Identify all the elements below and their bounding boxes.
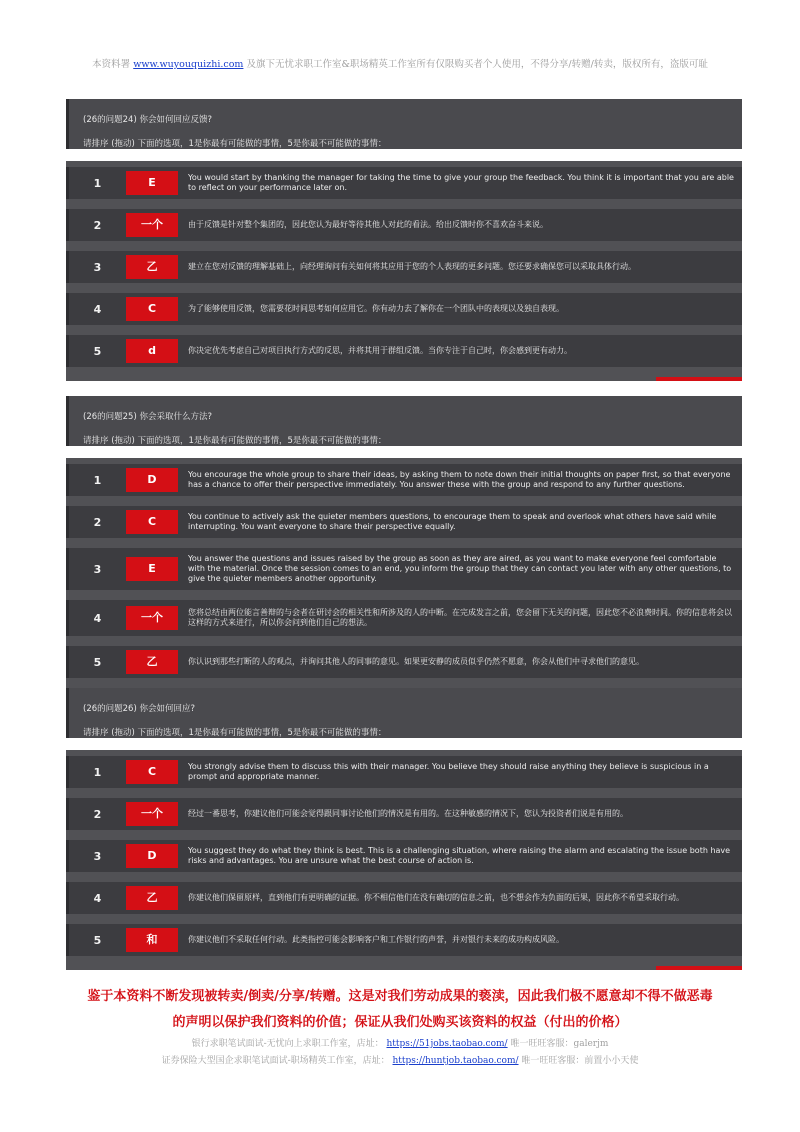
option-letter-badge: 一个 [126, 606, 178, 630]
card-footer-strip [66, 960, 742, 970]
question-card-25 [66, 396, 742, 692]
header-prefix: 本资料署 [92, 59, 131, 70]
option-row[interactable] [66, 464, 742, 496]
question-header [66, 396, 742, 446]
option-row[interactable] [66, 251, 742, 283]
option-row[interactable] [66, 506, 742, 538]
option-letter-badge: 乙 [126, 886, 178, 910]
option-text: You answer the questions and issues raised by the group as soon as they are aired, as you want to make everyone feel comfortable with the material. Once the session comes to an end, you inform the group that they can contact you later with any other questions, to give the quieter members another opportunity. [188, 554, 732, 583]
question-card-24 [66, 99, 742, 381]
footer-shop-2-link[interactable]: https://huntjob.taobao.com/ [392, 1056, 519, 1066]
option-letter-badge: 乙 [126, 650, 178, 674]
header-suffix: 及旗下无忧求职工作室&职场精英工作室所有仅限购买者个人使用，不得分享/转赠/转卖，版权所有，盗版可耻 [246, 59, 708, 70]
option-row[interactable] [66, 600, 742, 636]
footer-shop-1-contact: 唯一旺旺客服：galerjm [510, 1039, 609, 1049]
option-text: You strongly advise them to discuss this with their manager. You believe they should raise anything they believe is suspicious in a prompt and appropriate manner. [188, 762, 709, 781]
option-text: 你建议他们保留原样，直到他们有更明确的证据。你不相信他们在没有确切的信息之前，也不想会作为负面的后果，因此你不希望采取行动。 [188, 893, 684, 902]
option-letter-badge: C [126, 510, 178, 534]
rank-number: 5 [93, 344, 102, 358]
option-text: 你建议他们不采取任何行动。此类指控可能会影响客户和工作银行的声誉，并对银行未来的成功构成风险。 [188, 935, 564, 944]
option-text: You suggest they do what they think is best. This is a challenging situation, where raising the alarm and escalating the issue both have risks and advantages. You are unsure what the best course of action is. [188, 846, 731, 865]
options-list [66, 161, 742, 381]
rank-number: 3 [93, 849, 102, 863]
question-instruction: 请排序 (拖动) 下面的选项，1是你最有可能做的事情，5是你最不可能做的事情： [83, 728, 387, 738]
option-letter-badge: 和 [126, 928, 178, 952]
option-text: You encourage the whole group to share their ideas, by asking them to note down their initial thoughts on paper first, so that everyone has a chance to offer their perspective immediately. You answer these with the group and respond to any further questions. [188, 470, 731, 489]
option-letter-badge: C [126, 297, 178, 321]
option-text: 你认识到那些打断的人的观点，并询问其他人的同事的意见。如果更安静的成员似乎仍然不愿意，你会从他们中寻求他们的意见。 [188, 657, 644, 666]
option-row[interactable] [66, 882, 742, 914]
option-row[interactable] [66, 646, 742, 678]
option-row[interactable] [66, 756, 742, 788]
rank-number: 4 [93, 611, 102, 625]
option-letter-badge: d [126, 339, 178, 363]
rank-number: 3 [93, 562, 102, 576]
footer-shop-2-label: 证券保险大型国企求职笔试面试-职场精英工作室，店址： [161, 1056, 390, 1066]
footer-line-2 [0, 1053, 800, 1066]
rank-number: 4 [93, 891, 102, 905]
notice-line-2: 的声明以保护我们资料的价值；保证从我们处购买该资料的权益（付出的价格） [172, 1015, 628, 1030]
question-title: (26的问题24) 你会如何回应反馈? [83, 115, 212, 125]
option-text: 建立在您对反馈的理解基础上，向经理询问有关如何将其应用于您的个人表现的更多问题。您还要求确保您可以采取具体行动。 [188, 262, 636, 271]
rank-number: 4 [93, 302, 102, 316]
option-row[interactable] [66, 924, 742, 956]
option-text: 由于反馈是针对整个集团的，因此您认为最好等待其他人对此的看法。给出反馈时你不喜欢奋斗来说。 [188, 220, 548, 229]
red-accent-tab [656, 377, 742, 381]
rank-number: 2 [93, 807, 102, 821]
anti-piracy-notice [0, 984, 800, 1036]
rank-number: 2 [93, 515, 102, 529]
option-row[interactable] [66, 167, 742, 199]
question-title: (26的问题25) 你会采取什么方法? [83, 412, 212, 422]
option-letter-badge: D [126, 844, 178, 868]
option-letter-badge: E [126, 171, 178, 195]
footer-line-1 [0, 1036, 800, 1049]
option-row[interactable] [66, 293, 742, 325]
option-text: You continue to actively ask the quieter members questions, to encourage them to speak and overlook what others have said while interrupting. You want everyone to share their perspective equally. [188, 512, 717, 531]
rank-number: 1 [93, 473, 102, 487]
option-text: 为了能够使用反馈，您需要花时间思考如何应用它。你有动力去了解你在一个团队中的表现以及独自表现。 [188, 304, 564, 313]
option-text: 您将总结由两位能言善辩的与会者在研讨会的相关性和所涉及的人的中断。在完成发言之前，您会留下无关的问题，因此您不必浪费时间。你的信息将会以这样的方式来进行，所以你会问到他们自己的想法。 [188, 608, 732, 627]
question-instruction: 请排序 (拖动) 下面的选项，1是你最有可能做的事情，5是你最不可能做的事情： [83, 139, 387, 149]
header-site-link[interactable]: www.wuyouquizhi.com [133, 59, 244, 70]
question-card-26 [66, 688, 742, 970]
rank-number: 5 [93, 933, 102, 947]
option-text: 你决定优先考虑自己对项目执行方式的反思，并将其用于群组反馈。当你专注于自己时，你会感到更有动力。 [188, 346, 572, 355]
option-letter-badge: D [126, 468, 178, 492]
rank-number: 1 [93, 176, 102, 190]
option-letter-badge: 一个 [126, 802, 178, 826]
footer-shop-1-link[interactable]: https://51jobs.taobao.com/ [386, 1039, 508, 1049]
option-letter-badge: 一个 [126, 213, 178, 237]
rank-number: 3 [93, 260, 102, 274]
option-letter-badge: C [126, 760, 178, 784]
question-title: (26的问题26) 你会如何回应? [83, 704, 195, 714]
option-text: You would start by thanking the manager for taking the time to give your group the feedback. You think it is important that you are able to reflect on your performance later on. [188, 173, 734, 192]
card-footer-strip [66, 371, 742, 381]
rank-number: 5 [93, 655, 102, 669]
rank-number: 2 [93, 218, 102, 232]
red-accent-tab [656, 966, 742, 970]
rank-number: 1 [93, 765, 102, 779]
question-header [66, 688, 742, 738]
notice-line-1: 鉴于本资料不断发现被转卖/倒卖/分享/转赠。这是对我们劳动成果的亵渎，因此我们极不愿意却不得不做恶毒 [87, 989, 713, 1004]
question-header [66, 99, 742, 149]
option-row[interactable] [66, 840, 742, 872]
options-list [66, 458, 742, 692]
option-row[interactable] [66, 548, 742, 590]
option-row[interactable] [66, 798, 742, 830]
footer-shop-1-label: 银行求职笔试面试-无忧向上求职工作室，店址： [191, 1039, 384, 1049]
footer-shop-2-contact: 唯一旺旺客服：前置小小天使 [521, 1056, 639, 1066]
option-row[interactable] [66, 209, 742, 241]
option-letter-badge: 乙 [126, 255, 178, 279]
option-text: 经过一番思考，你建议他们可能会觉得跟同事讨论他们的情况是有用的。在这种敏感的情况下，您认为投资者们说是有用的。 [188, 809, 628, 818]
question-instruction: 请排序 (拖动) 下面的选项，1是你最有可能做的事情，5是你最不可能做的事情： [83, 436, 387, 446]
options-list [66, 750, 742, 970]
copyright-header [0, 56, 800, 70]
option-row[interactable] [66, 335, 742, 367]
option-letter-badge: E [126, 557, 178, 581]
